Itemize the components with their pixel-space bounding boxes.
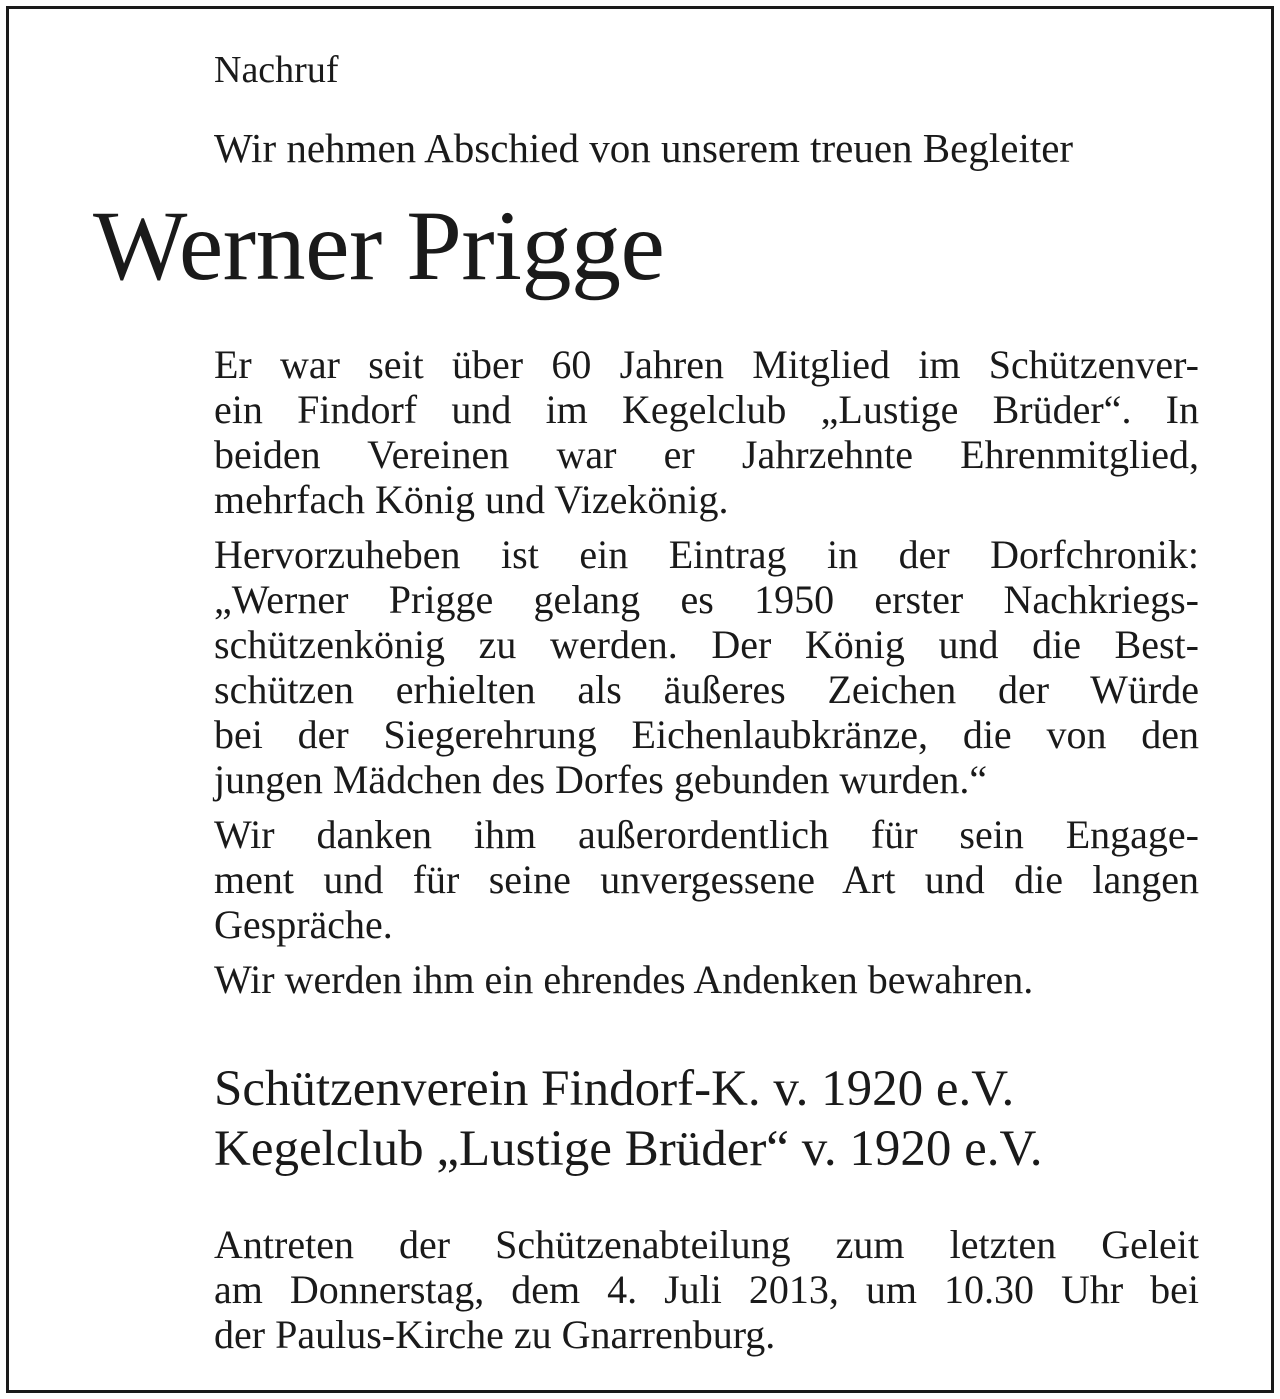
- deceased-name: Werner Prigge: [93, 190, 665, 301]
- text-line: ein Findorf und im Kegelclub „Lustige Brüder“. In: [214, 387, 1199, 432]
- text-line: jungen Mädchen des Dorfes gebunden wurden.“: [214, 757, 988, 802]
- signer-club: Schützenverein Findorf-K. v. 1920 e.V.: [214, 1061, 1015, 1117]
- notice-intro: Wir nehmen Abschied von unserem treuen Begleiter: [214, 125, 1074, 171]
- text-line: „Werner Prigge gelang es 1950 erster Nachkriegs-: [214, 577, 1199, 622]
- text-line: Antreten der Schützenabteilung zum letzten Geleit: [214, 1222, 1199, 1267]
- text-line: Wir danken ihm außerordentlich für sein Engage-: [214, 812, 1199, 857]
- obituary-notice: [6, 6, 1274, 1393]
- text-line: beiden Vereinen war er Jahrzehnte Ehrenmitglied,: [214, 432, 1199, 477]
- notice-body: [214, 342, 1199, 1012]
- text-line: Er war seit über 60 Jahren Mitglied im Schützenver-: [214, 342, 1199, 387]
- text-line: mehrfach König und Vizekönig.: [214, 477, 729, 522]
- paragraph-membership: [214, 342, 1199, 522]
- text-line: schützenkönig zu werden. Der König und die Best-: [214, 622, 1199, 667]
- text-line: Wir werden ihm ein ehrendes Andenken bewahren.: [214, 957, 1034, 1002]
- text-line: Hervorzuheben ist ein Eintrag in der Dorfchronik:: [214, 532, 1199, 577]
- signers-block: [214, 1059, 1043, 1179]
- paragraph-remembrance: [214, 957, 1199, 1002]
- text-line: ment und für seine unvergessene Art und die langen: [214, 857, 1199, 902]
- paragraph-chronicle: [214, 532, 1199, 802]
- text-line: Gespräche.: [214, 902, 393, 947]
- text-line: bei der Siegerehrung Eichenlaubkränze, die von den: [214, 712, 1199, 757]
- paragraph-thanks: [214, 812, 1199, 947]
- notice-kicker: Nachruf: [214, 49, 339, 91]
- text-line: am Donnerstag, dem 4. Juli 2013, um 10.30 Uhr bei: [214, 1267, 1199, 1312]
- signer-club: Kegelclub „Lustige Brüder“ v. 1920 e.V.: [214, 1121, 1043, 1177]
- text-line: schützen erhielten als äußeres Zeichen der Würde: [214, 667, 1199, 712]
- funeral-details: [214, 1222, 1199, 1357]
- text-line: der Paulus-Kirche zu Gnarrenburg.: [214, 1312, 776, 1357]
